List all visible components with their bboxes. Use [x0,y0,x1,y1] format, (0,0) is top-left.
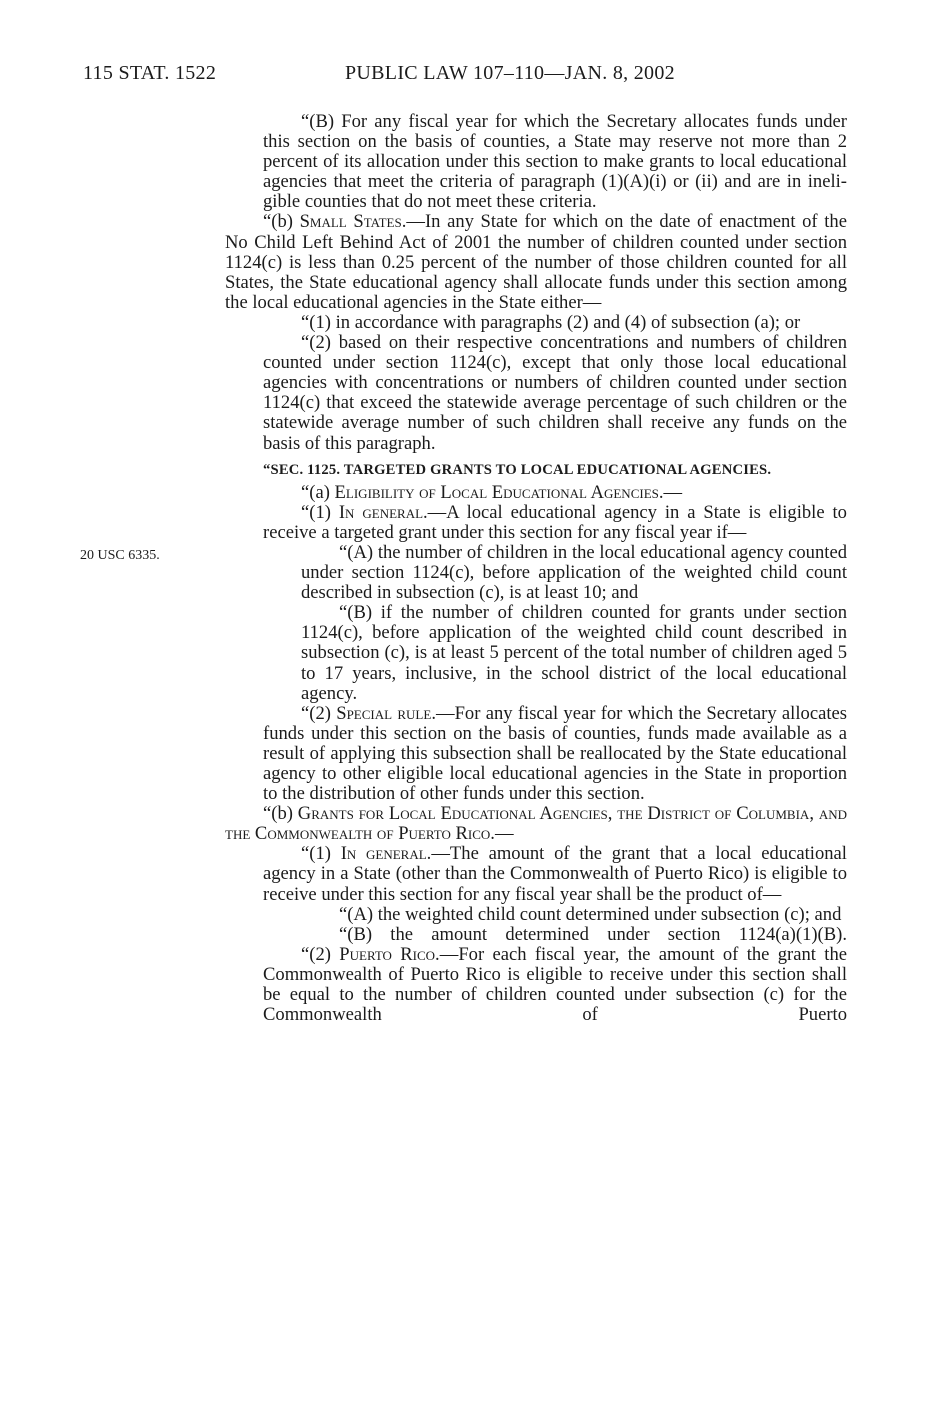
paragraph-heading: Eligibility of Local Educational Agencies. [334,481,664,503]
paragraph-b-grants [225,804,847,844]
paragraph-heading: In general. [338,501,428,523]
paragraph-heading: Small States. [299,211,407,233]
paragraph-text: —In any State for which on the date of enactment of the No Child Left Behind Act of 2001 the number of children counted under section 1124(c) is less than 0.25 percent of the number of those children counted for all States, the State educational agency shall allocate funds under this section among the local educational agencies in the State either— [225,211,847,313]
paragraph-text: —The amount of the grant that a local educational agency in a State (other than the Commonwealth of Puerto Rico) is eligible to receive under this section for any fiscal year shall be the product of— [263,843,847,905]
paragraph-lead: “(b) [263,803,298,825]
paragraph-text: —For any fiscal year for which the Secretary allocates funds under this section on the basis of counties, funds made available as a result of applying this subsection shall be reallocated by the State educational agency to other eligible local educational agencies in the State in proportion to the distribution of other funds under this section. [263,702,847,805]
paragraph-a-eligibility [225,483,847,503]
paragraph-tail: — [494,823,514,845]
paragraph-lead: “(1) [301,501,339,523]
paragraph-text: —A local educational agency in a State is eligible to receive a targeted grant under this section for any fiscal year if— [263,501,847,543]
paragraph-B-amount: “(B) the amount determined under section 1124(a)(1)(B). [339,923,847,945]
stat-page-number: 115 STAT. 1522 [83,62,217,84]
paragraph-heading: Grants for Local Educational Agencies, the District of Columbia, and the Commonwealth of Puerto Rico. [225,803,847,845]
paragraph-tail: — [663,481,683,503]
paragraph-lead: “(1) [301,843,341,865]
paragraph-1-accordance: “(1) in accordance with paragraphs (2) and (4) of subsection (a); or [301,311,801,333]
paragraph-heading: Special rule. [336,702,436,724]
section-heading: “SEC. 1125. TARGETED GRANTS TO LOCAL EDUCATIONAL AGENCIES. [263,461,772,478]
paragraph-lead: “(2) [301,702,337,724]
paragraph-lead: “(a) [301,481,335,503]
paragraph-A-number-of-children: “(A) the number of children in the local educational agency counted under section 1124(c), before application of the weighted child count described in subsection (c), is at least 10; and [301,541,847,604]
paragraph-1-grant-amount [225,844,847,904]
paragraph-1-in-general [225,503,847,543]
paragraph-2-concentrations: “(2) based on their respective concentrations and numbers of children counted under section 1124(c), except that only those local educational agencies with concentrations or numbers of children counted under section 1124(c) that exceed the statewide average percentage of such children or the statewide average number of such children shall receive any funds on the basis of this paragraph. [263,332,847,454]
running-title: PUBLIC LAW 107–110—JAN. 8, 2002 [345,62,675,84]
paragraph-lead: “(2) [301,943,340,965]
paragraph-heading: In general. [340,843,432,865]
margin-citation: 20 USC 6335. [80,548,160,563]
paragraph-A-weighted-count: “(A) the weighted child count determined under subsection (c); and [339,903,842,925]
paragraph-B-reserve: “(B) For any fiscal year for which the Secretary allocates funds under this section on the basis of counties, a State may reserve not more than 2 percent of its allocation under this section to make grants to local educational agencies that meet the criteria of paragraph (1)(A)(i) or (ii) and are in ineligible counties that do not meet these criteria. [263,111,847,213]
page-header [83,62,863,92]
paragraph-2-special-rule [225,704,847,804]
paragraph-B-percent: “(B) if the number of children counted for grants under section 1124(c), before application of the weighted child count described in subsection (c), is at least 5 percent of the total number of children aged 5 to 17 years, inclusive, in the school district of the local educational agency. [301,602,847,704]
paragraph-text: —For each fiscal year, the amount of the grant the Commonwealth of Puerto Rico is eligible to receive under this section shall be equal to the number of children counted under subsection (c) for the Commonwealth of Puerto [263,943,847,1026]
paragraph-small-states [225,212,847,312]
paragraph-heading: Puerto Rico. [339,943,440,965]
paragraph-2-puerto-rico [225,945,847,1025]
paragraph-lead: “(b) [263,211,300,233]
document-body [225,112,847,1025]
